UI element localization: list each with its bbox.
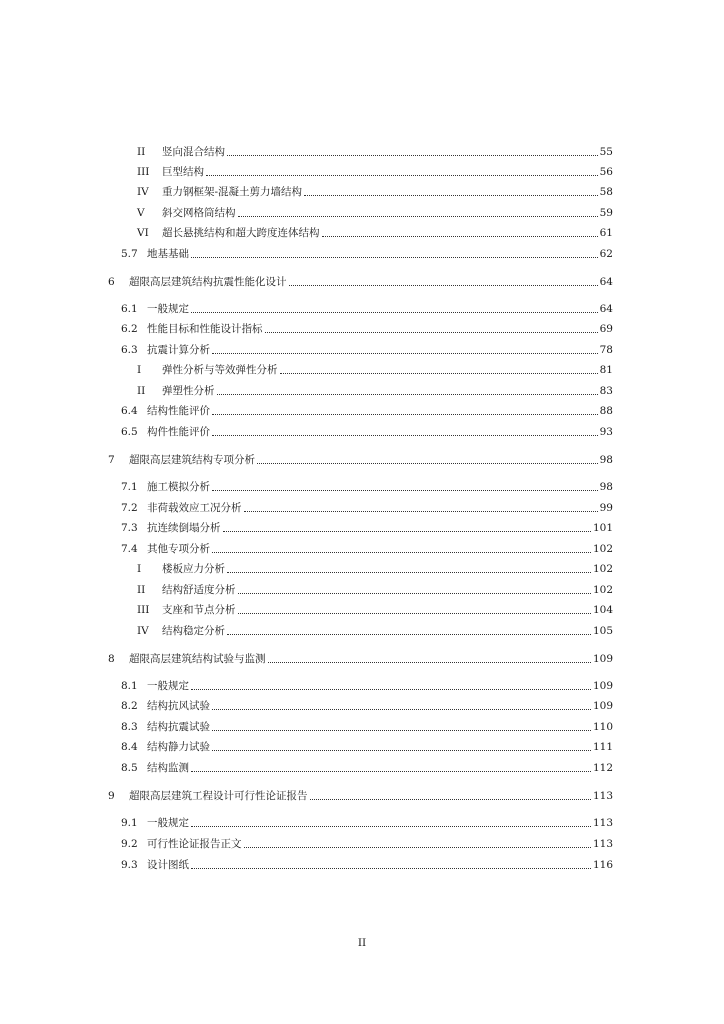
toc-entry-title: 弹性分析与等效弹性分析 [162, 364, 278, 376]
toc-entry[interactable] [121, 738, 613, 754]
toc-entry-title: 结构静力试验 [147, 741, 210, 753]
toc-entry-page: 113 [592, 838, 613, 850]
dot-leader [289, 284, 598, 286]
toc-entry-title: 地基基础 [147, 248, 189, 260]
toc-entry-number: III [137, 166, 150, 178]
toc-entry-page: 104 [592, 604, 613, 616]
toc-entry-page: 78 [599, 344, 613, 356]
toc-entry-number: II [137, 385, 146, 397]
toc-entry-number: 8.2 [121, 700, 138, 712]
toc-entry[interactable] [108, 273, 613, 289]
toc-entry-title: 支座和节点分析 [162, 604, 236, 616]
toc-entry-title: 结构抗风试验 [147, 700, 210, 712]
toc-entry-page: 102 [592, 563, 613, 575]
toc-entry[interactable] [108, 787, 613, 803]
toc-entry[interactable] [121, 423, 613, 439]
toc-entry-title: 竖向混合结构 [162, 146, 225, 158]
toc-entry[interactable] [121, 835, 613, 851]
toc-entry-title: 结构抗震试验 [147, 721, 210, 733]
toc-entry[interactable] [121, 814, 613, 830]
dot-leader [217, 393, 598, 395]
toc-entry-number: 6.2 [121, 323, 138, 335]
toc-entry-title: 超限高层建筑结构专项分析 [129, 454, 255, 466]
dot-leader [238, 215, 598, 217]
toc-entry-number: 9.2 [121, 838, 138, 850]
dot-leader [212, 708, 591, 710]
toc-entry-title: 设计图纸 [147, 859, 189, 871]
dot-leader [227, 633, 591, 635]
toc-entry[interactable] [137, 581, 613, 597]
toc-entry-page: 93 [599, 426, 613, 438]
toc-entry[interactable] [121, 540, 613, 556]
dot-leader [191, 311, 598, 313]
toc-entry-number: 8 [108, 653, 115, 665]
toc-entry-number: I [137, 563, 142, 575]
toc-entry-page: 116 [592, 859, 613, 871]
toc-entry-number: III [137, 604, 150, 616]
dot-leader [191, 867, 591, 869]
page-number: II [357, 937, 367, 949]
toc-entry-page: 59 [599, 207, 613, 219]
toc-entry-title: 结构性能评价 [147, 405, 210, 417]
toc-entry-number: 9.1 [121, 817, 138, 829]
toc-entry-page: 61 [599, 227, 613, 239]
toc-entry-page: 111 [592, 741, 613, 753]
dot-leader [206, 174, 598, 176]
dot-leader [227, 154, 598, 156]
toc-entry-number: 6.5 [121, 426, 138, 438]
toc-entry-title: 超限高层建筑结构抗震性能化设计 [129, 276, 287, 288]
toc-entry[interactable] [137, 204, 613, 220]
toc-entry-title: 可行性论证报告正文 [147, 838, 242, 850]
dot-leader [244, 846, 591, 848]
toc-entry-title: 抗震计算分析 [147, 344, 210, 356]
dot-leader [304, 194, 598, 196]
toc-entry-number: 6.1 [121, 303, 138, 315]
dot-leader [191, 825, 591, 827]
toc-entry-page: 109 [592, 700, 613, 712]
toc-entry-page: 113 [592, 817, 613, 829]
toc-entry-page: 83 [599, 385, 613, 397]
toc-entry-number: 9 [108, 790, 115, 802]
dot-leader [227, 571, 591, 573]
toc-entry-number: II [137, 584, 146, 596]
toc-entry-page: 62 [599, 248, 613, 260]
toc-entry-title: 性能目标和性能设计指标 [147, 323, 263, 335]
toc-entry[interactable] [121, 341, 613, 357]
dot-leader [238, 612, 591, 614]
toc-entry-number: VI [137, 227, 149, 239]
toc-entry-title: 结构稳定分析 [162, 625, 225, 637]
toc-entry[interactable] [121, 856, 613, 872]
dot-leader [191, 256, 598, 258]
toc-entry[interactable] [121, 519, 613, 535]
toc-entry-page: 98 [599, 481, 613, 493]
toc-entry-title: 超限高层建筑工程设计可行性论证报告 [129, 790, 308, 802]
toc-entry-page: 99 [599, 502, 613, 514]
toc-entry[interactable] [121, 402, 613, 418]
toc-entry-number: 7 [108, 454, 115, 466]
toc-entry-page: 105 [592, 625, 613, 637]
toc-entry[interactable] [137, 224, 613, 240]
toc-entry-title: 一般规定 [147, 817, 189, 829]
toc-entry-number: 9.3 [121, 859, 138, 871]
toc-entry-title: 重力钢框架-混凝土剪力墙结构 [162, 186, 303, 198]
toc-entry[interactable] [121, 300, 613, 316]
toc-entry-number: 5.7 [121, 248, 138, 260]
toc-entry-page: 64 [599, 303, 613, 315]
dot-leader [212, 434, 598, 436]
toc-entry-number: 8.3 [121, 721, 138, 733]
toc-entry[interactable] [137, 143, 613, 159]
toc-entry[interactable] [108, 650, 613, 666]
toc-entry[interactable] [137, 361, 613, 377]
toc-entry-title: 其他专项分析 [147, 543, 210, 555]
toc-entry-number: 6.3 [121, 344, 138, 356]
toc-entry-title: 一般规定 [147, 303, 189, 315]
dot-leader [212, 551, 591, 553]
toc-entry-page: 88 [599, 405, 613, 417]
toc-entry-page: 81 [599, 364, 613, 376]
toc-entry-number: V [137, 207, 145, 219]
toc-entry-page: 101 [592, 522, 613, 534]
toc-entry-page: 113 [592, 790, 613, 802]
toc-entry[interactable] [137, 601, 613, 617]
toc-entry-title: 超长悬挑结构和超大跨度连体结构 [162, 227, 320, 239]
toc-entry-page: 102 [592, 543, 613, 555]
toc-entry-title: 斜交网格筒结构 [162, 207, 236, 219]
toc-entry[interactable] [137, 560, 613, 576]
toc-entry-number: 7.3 [121, 522, 138, 534]
toc-entry-title: 巨型结构 [162, 166, 204, 178]
dot-leader [268, 661, 591, 663]
toc-entry-number: II [137, 146, 146, 158]
dot-leader [280, 372, 598, 374]
toc-entry-title: 抗连续倒塌分析 [147, 522, 221, 534]
toc-entry-number: I [137, 364, 142, 376]
toc-entry-page: 102 [592, 584, 613, 596]
toc-entry-page: 112 [592, 762, 613, 774]
toc-entry-number: IV [137, 625, 149, 637]
toc-entry[interactable] [137, 622, 613, 638]
toc-entry-page: 109 [592, 653, 613, 665]
toc-entry-title: 构件性能评价 [147, 426, 210, 438]
toc-entry[interactable] [121, 718, 613, 734]
toc-entry-page: 58 [599, 186, 613, 198]
dot-leader [212, 749, 591, 751]
toc-entry-page: 98 [599, 454, 613, 466]
dot-leader [212, 413, 598, 415]
dot-leader [212, 352, 598, 354]
dot-leader [191, 688, 591, 690]
toc-entry-number: 7.2 [121, 502, 138, 514]
toc-entry[interactable] [121, 759, 613, 775]
toc-entry[interactable] [121, 499, 613, 515]
toc-entry[interactable] [121, 245, 613, 261]
toc-entry[interactable] [108, 451, 613, 467]
toc-entry-number: 8.4 [121, 741, 138, 753]
toc-entry-page: 56 [599, 166, 613, 178]
dot-leader [191, 770, 591, 772]
toc-entry[interactable] [121, 320, 613, 336]
toc-entry-number: 6 [108, 276, 115, 288]
dot-leader [244, 510, 598, 512]
toc-entry-number: 7.1 [121, 481, 138, 493]
toc-entry-page: 110 [592, 721, 613, 733]
toc-entry-page: 55 [599, 146, 613, 158]
toc-entry-title: 施工模拟分析 [147, 481, 210, 493]
toc-entry[interactable] [121, 478, 613, 494]
toc-entry-number: 8.1 [121, 680, 138, 692]
toc-entry-number: 6.4 [121, 405, 138, 417]
dot-leader [310, 798, 591, 800]
toc-entry-number: 7.4 [121, 543, 138, 555]
toc-entry-title: 弹塑性分析 [162, 385, 215, 397]
dot-leader [322, 235, 598, 237]
toc-entry-title: 结构监测 [147, 762, 189, 774]
dot-leader [265, 331, 598, 333]
toc-entry-title: 一般规定 [147, 680, 189, 692]
toc-entry[interactable] [137, 163, 613, 179]
toc-entry-title: 超限高层建筑结构试验与监测 [129, 653, 266, 665]
dot-leader [238, 592, 591, 594]
toc-entry[interactable] [137, 382, 613, 398]
dot-leader [212, 729, 591, 731]
dot-leader [212, 489, 598, 491]
toc-entry-title: 结构舒适度分析 [162, 584, 236, 596]
dot-leader [257, 462, 598, 464]
dot-leader [223, 530, 591, 532]
toc-entry-page: 64 [599, 276, 613, 288]
toc-entry-number: 8.5 [121, 762, 138, 774]
toc-entry[interactable] [121, 697, 613, 713]
toc-entry-page: 69 [599, 323, 613, 335]
toc-entry-title: 楼板应力分析 [162, 563, 225, 575]
toc-entry[interactable] [121, 677, 613, 693]
toc-entry-number: IV [137, 186, 149, 198]
toc-entry-title: 非荷载效应工况分析 [147, 502, 242, 514]
toc-entry[interactable] [137, 183, 613, 199]
toc-entry-page: 109 [592, 680, 613, 692]
